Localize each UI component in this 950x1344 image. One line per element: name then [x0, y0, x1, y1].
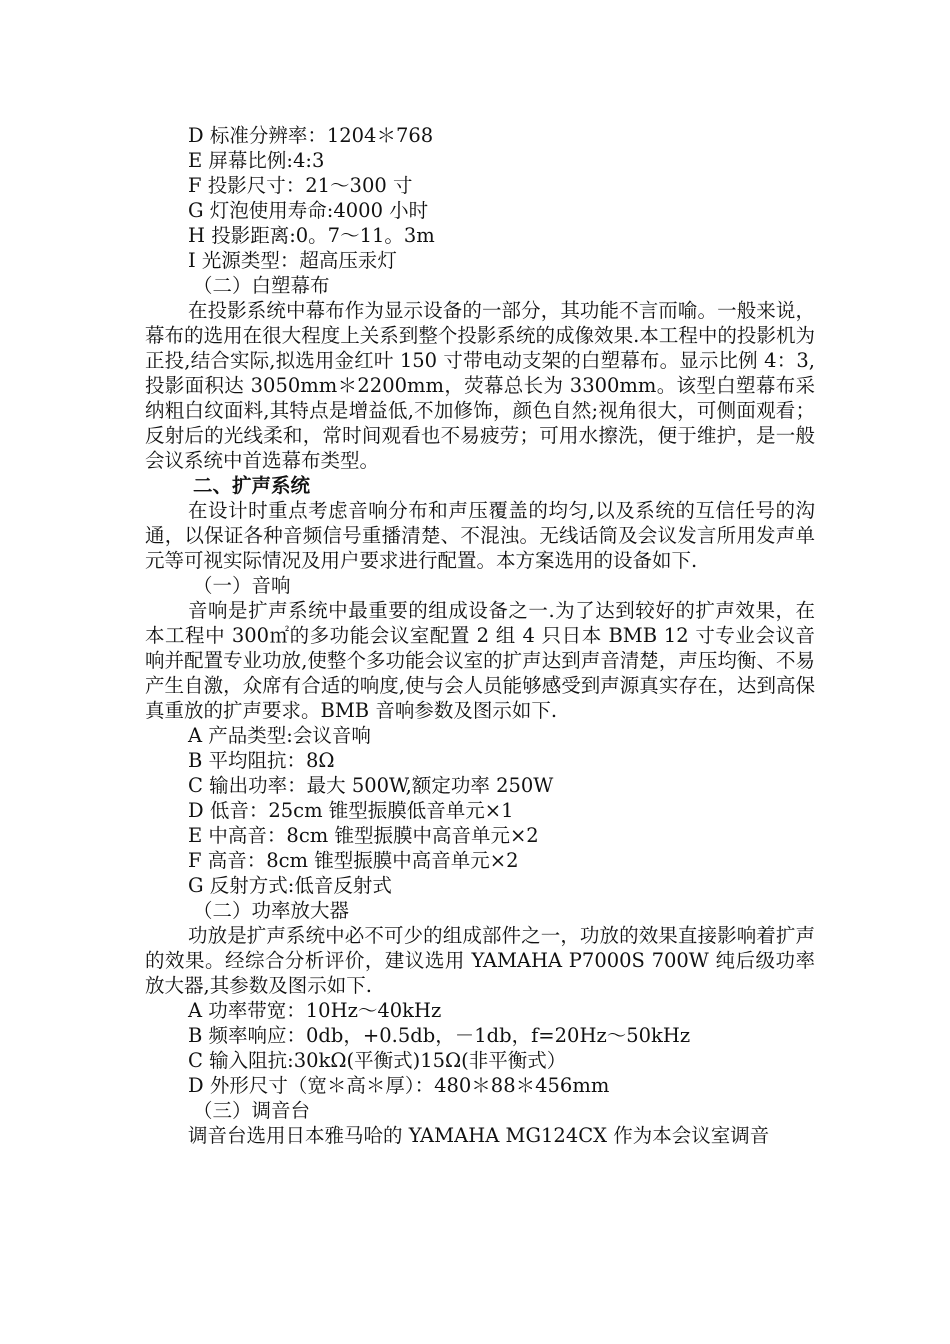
spec-item: B 平均阻抗：8Ω — [188, 749, 335, 772]
spec-item: A 产品类型:会议音响 — [188, 724, 371, 747]
spec-item: G 反射方式:低音反射式 — [188, 874, 392, 897]
amplifier-subheading: （二）功率放大器 — [193, 899, 350, 922]
spec-item: I 光源类型：超高压汞灯 — [188, 249, 397, 272]
spec-item: C 输入阻抗:30kΩ(平衡式)15Ω(非平衡式） — [188, 1049, 567, 1072]
mixer-paragraph: 调音台选用日本雅马哈的 YAMAHA MG124CX 作为本会议室调音 — [188, 1124, 770, 1147]
projector-spec-list — [145, 123, 815, 273]
sound-system-paragraph: 在设计时重点考虑音响分布和声压覆盖的均匀,以及系统的互信任号的沟通，以保证各种音频信号重播清楚、不混浊。无线话筒及会议发言所用发声单元等可视实际情况及用户要求进行配置。本方案选用的设备如下. — [145, 499, 815, 572]
section-heading-sound-system: 二、扩声系统 — [193, 474, 311, 497]
spec-item: E 中高音：8cm 锥型振膜中高音单元×2 — [188, 824, 539, 847]
spec-item: B 频率响应：0db，+0.5db，－1db，f=20Hz～50kHz — [188, 1024, 691, 1047]
speaker-subheading: （一）音响 — [193, 574, 291, 597]
spec-item: G 灯泡使用寿命:4000 小时 — [188, 199, 429, 222]
spec-item: D 低音：25cm 锥型振膜低音单元×1 — [188, 799, 514, 822]
mixer-subheading: （三）调音台 — [193, 1099, 311, 1122]
spec-item: F 高音：8cm 锥型振膜中高音单元×2 — [188, 849, 519, 872]
spec-item: D 外形尺寸（宽＊高＊厚）：480＊88＊456mm — [188, 1074, 610, 1097]
spec-item: C 输出功率：最大 500W,额定功率 250W — [188, 774, 554, 797]
amplifier-spec-list — [145, 998, 815, 1098]
spec-item: H 投影距离:0。7～11。3m — [188, 224, 435, 247]
spec-item: F 投影尺寸：21～300 寸 — [188, 174, 413, 197]
screen-subheading: （二）白塑幕布 — [193, 274, 330, 297]
amplifier-paragraph: 功放是扩声系统中必不可少的组成部件之一，功放的效果直接影响着扩声的效果。经综合分析评价，建议选用 YAMAHA P7000S 700W 纯后级功率放大器,其参数及图示如下. — [145, 924, 815, 997]
spec-item: E 屏幕比例:4:3 — [188, 149, 325, 172]
screen-paragraph: 在投影系统中幕布作为显示设备的一部分，其功能不言而喻。一般来说，幕布的选用在很大程度上关系到整个投影系统的成像效果.本工程中的投影机为正投,结合实际,拟选用金红叶 150 寸带电动支架的白塑幕布。显示比例 4：3,投影面积达 3050mm＊2200mm，荧幕总长为 3300mm。该型白塑幕布采纳粗白纹面料,其特点是增益低,不加修饰，颜色自然;视角很大，可侧面观看；反射后的光线柔和，常时间观看也不易疲劳；可用水擦洗，便于维护，是一般会议系统中首选幕布类型。 — [145, 299, 815, 472]
spec-item: D 标准分辨率：1204＊768 — [188, 124, 434, 147]
spec-item: A 功率带宽：10Hz～40kHz — [188, 999, 442, 1022]
speaker-paragraph: 音响是扩声系统中最重要的组成设备之一.为了达到较好的扩声效果，在本工程中 300㎡的多功能会议室配置 2 组 4 只日本 BMB 12 寸专业会议音响并配置专业功放,使整个多功能会议室的扩声达到声音清楚，声压均衡、不易产生自激，众席有合适的响度,使与会人员能够感受到声源真实存在，达到高保真重放的扩声要求。BMB 音响参数及图示如下. — [145, 599, 815, 722]
document-body — [145, 123, 815, 1148]
speaker-spec-list — [145, 723, 815, 898]
